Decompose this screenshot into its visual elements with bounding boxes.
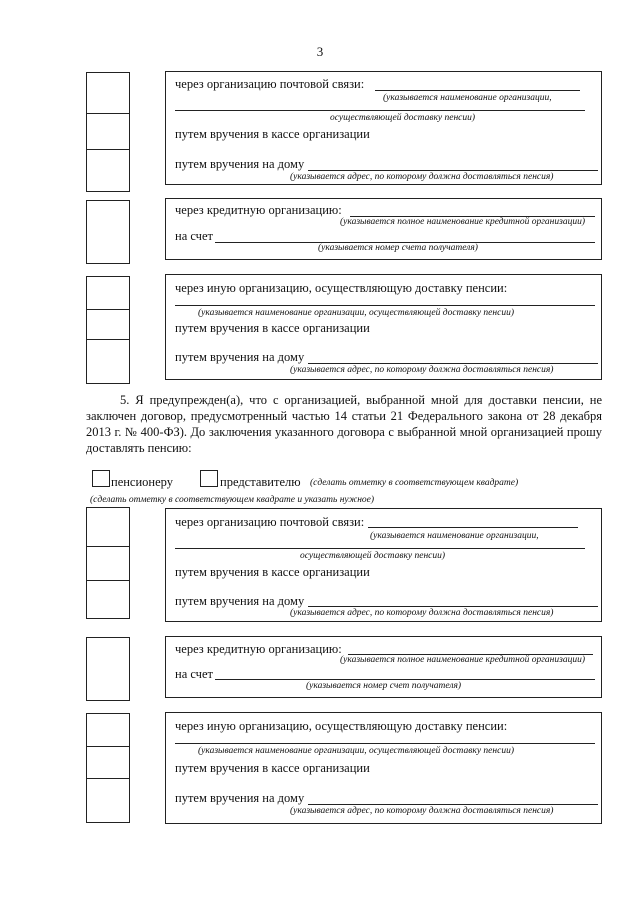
- b-credit-label: через кредитную организацию:: [175, 642, 342, 656]
- b-other-home-address-field[interactable]: [308, 804, 598, 805]
- section5-instruction: (сделать отметку в соответствующем квадрате и указать нужное): [90, 495, 375, 505]
- delivery-method-checkbox-column: [86, 72, 130, 192]
- b-account-note: (указывается номер счет получателя): [306, 681, 462, 691]
- b-cashdesk-label: путем вручения в кассе организации: [175, 565, 370, 579]
- cashdesk-label: путем вручения в кассе организации: [175, 127, 370, 141]
- other-home-label: путем вручения на дому: [175, 350, 305, 364]
- representative-checkbox[interactable]: [200, 470, 218, 487]
- b-postal-note: (указывается наименование организации,: [370, 531, 539, 541]
- b-postal-label: через организацию почтовой связи:: [175, 515, 365, 529]
- b-credit-note: (указывается полное наименование кредитной организации): [340, 655, 585, 665]
- pensioner-label: пенсионеру: [111, 475, 173, 489]
- home-address-field[interactable]: [308, 170, 598, 171]
- postal-checkbox[interactable]: [87, 73, 129, 113]
- postal-note-2: осуществляющей доставку пенсии): [330, 113, 476, 123]
- b-other-home-note: (указывается адрес, по которому должна доставляться пенсия): [290, 806, 554, 816]
- home-checkbox[interactable]: [87, 149, 129, 190]
- home-note: (указывается адрес, по которому должна доставляться пенсия): [290, 172, 554, 182]
- other-org-checkbox-column: [86, 276, 130, 384]
- other-home-address-field[interactable]: [308, 363, 598, 364]
- cashdesk-checkbox[interactable]: [87, 113, 129, 150]
- section5-paragraph: 5. Я предупрежден(а), что с организацией, выбранной мной для доставки пенсии, не заключен договор, предусмотренный частью 14 статьи 21 Федерального закона от 28 декабря 2013 г. № 400-ФЗ). До заключения указанного договора с выбранной мной организацией прошу доставлять пенсию:: [86, 393, 602, 455]
- credit-label: через кредитную организацию:: [175, 203, 342, 217]
- b-postal-note-2: осуществляющей доставку пенсии): [300, 551, 446, 561]
- postal-org-field-2[interactable]: [175, 110, 585, 111]
- b-postal-org-field-2[interactable]: [175, 548, 585, 549]
- b-other-cashdesk-checkbox[interactable]: [87, 746, 129, 779]
- b-other-cashdesk-label: путем вручения в кассе организации: [175, 761, 370, 775]
- b-account-label: на счет: [175, 667, 213, 681]
- account-label: на счет: [175, 229, 213, 243]
- b-home-checkbox[interactable]: [87, 580, 129, 619]
- other-org-checkbox[interactable]: [87, 277, 129, 309]
- other-note: (указывается наименование организации, осуществляющей доставку пенсии): [198, 308, 514, 318]
- b-other-org-checkbox[interactable]: [87, 714, 129, 746]
- b-home-label: путем вручения на дому: [175, 594, 305, 608]
- b-other-label: через иную организацию, осуществляющую доставку пенсии:: [175, 719, 508, 733]
- b-other-org-checkbox-column: [86, 713, 130, 823]
- representative-label: представителю: [220, 475, 301, 489]
- pensioner-checkbox[interactable]: [92, 470, 110, 487]
- b-delivery-method-checkbox-column: [86, 507, 130, 619]
- postal-org-field[interactable]: [375, 90, 580, 91]
- home-label: путем вручения на дому: [175, 157, 305, 171]
- other-home-note: (указывается адрес, по которому должна доставляться пенсия): [290, 365, 554, 375]
- b-other-note: (указывается наименование организации, осуществляющей доставку пенсии): [198, 746, 514, 756]
- credit-note: (указывается полное наименование кредитной организации): [340, 217, 585, 227]
- b-credit-checkbox[interactable]: [86, 637, 130, 701]
- other-label: через иную организацию, осуществляющую доставку пенсии:: [175, 281, 508, 295]
- b-home-address-field[interactable]: [308, 606, 598, 607]
- b-postal-org-field[interactable]: [368, 527, 578, 528]
- credit-checkbox[interactable]: [86, 200, 130, 264]
- option-note: (сделать отметку в соответствующем квадрате): [310, 478, 519, 488]
- b-cashdesk-checkbox[interactable]: [87, 546, 129, 581]
- b-other-home-checkbox[interactable]: [87, 778, 129, 823]
- other-cashdesk-checkbox[interactable]: [87, 309, 129, 340]
- other-home-checkbox[interactable]: [87, 339, 129, 384]
- b-other-home-label: путем вручения на дому: [175, 791, 305, 805]
- postal-note: (указывается наименование организации,: [383, 93, 552, 103]
- postal-label: через организацию почтовой связи:: [175, 77, 365, 91]
- account-note: (указывается номер счета получателя): [318, 243, 478, 253]
- other-org-field[interactable]: [175, 305, 595, 306]
- b-home-note: (указывается адрес, по которому должна доставляться пенсия): [290, 608, 554, 618]
- page-number: 3: [316, 44, 324, 59]
- b-postal-checkbox[interactable]: [87, 508, 129, 546]
- b-account-field[interactable]: [215, 679, 595, 680]
- other-cashdesk-label: путем вручения в кассе организации: [175, 321, 370, 335]
- b-other-org-field[interactable]: [175, 743, 595, 744]
